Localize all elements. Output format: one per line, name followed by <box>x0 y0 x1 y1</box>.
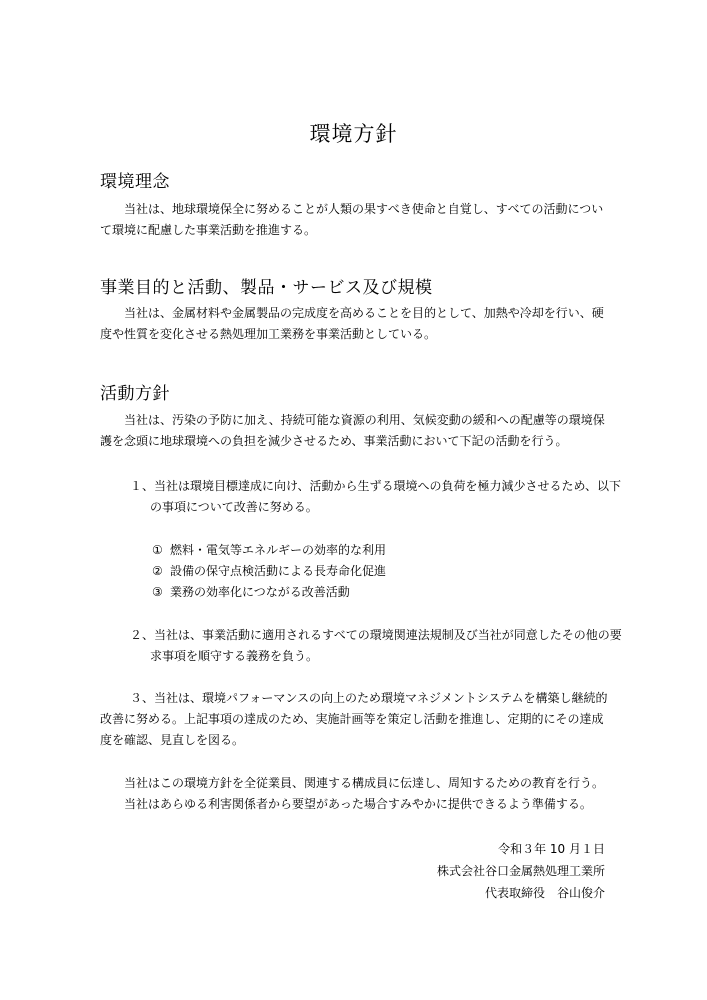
sub-item <box>152 582 386 603</box>
section-heading-philosophy: 環境理念 <box>100 172 170 192</box>
section-heading-business: 事業目的と活動、製品・サービス及び規模 <box>100 278 433 298</box>
document-title: 環境方針 <box>309 122 398 146</box>
section-heading-activity-policy: 活動方針 <box>100 384 170 404</box>
section-body-activity-policy: 当社は、汚染の予防に加え、持続可能な資源の利用、気候変動の緩和への配慮等の環境保護を念頭に地球環境への負担を減少させるため、事業活動において下記の活動を行う。 <box>100 413 605 448</box>
closing-statements <box>100 773 610 815</box>
policy-item-1 <box>130 476 630 518</box>
policy-item-number: ３、 <box>130 691 155 705</box>
policy-item-text: 当社は、環境パフォーマンスの向上のため環境マネジメントシステムを構築し継続的改善に努める。上記事項の達成のため、実施計画等を策定し活動を推進し、定期的にその達成度を確認、見直しを図る。 <box>100 691 608 747</box>
policy-item-number: ２、 <box>130 628 155 642</box>
sub-item-text: 設備の保守点検活動による長寿命化促進 <box>170 564 387 578</box>
sub-item-text: 業務の効率化につながる改善活動 <box>170 585 350 599</box>
policy-item-number: １、 <box>130 479 155 493</box>
section-body-business: 当社は、金属材料や金属製品の完成度を高めることを目的として、加熱や冷却を行い、硬度や性質を変化させる熱処理加工業務を事業活動としている。 <box>100 306 604 341</box>
sub-item <box>152 561 386 582</box>
section-body-philosophy: 当社は、地球環境保全に努めることが人類の果すべき使命と自覚し、すべての活動について環境に配慮した事業活動を推進する。 <box>100 202 604 237</box>
sub-item-number: ① <box>152 543 163 557</box>
closing-line: 当社はあらゆる利害関係者から要望があった場合すみやかに提供できるよう準備する。 <box>124 797 592 811</box>
policy-item-text: 当社は環境目標達成に向け、活動から生ずる環境への負荷を極力減少させるため、以下の事項について改善に努める。 <box>150 479 622 514</box>
sub-item <box>152 540 386 561</box>
policy-item-text: 当社は、事業活動に適用されるすべての環境関連法規制及び当社が同意したその他の要求事項を順守する義務を負う。 <box>150 628 622 663</box>
policy-item-3 <box>100 688 610 751</box>
signature-date: 令和３年 10 月１日 <box>498 842 605 856</box>
signature-representative: 代表取締役 谷山俊介 <box>484 886 605 900</box>
sub-item-text: 燃料・電気等エネルギーの効率的な利用 <box>170 543 387 557</box>
policy-item-2 <box>130 625 630 667</box>
closing-line: 当社はこの環境方針を全従業員、関連する構成員に伝達し、周知するための教育を行う。 <box>124 776 605 790</box>
signature-company: 株式会社谷口金属熱処理工業所 <box>436 864 605 878</box>
sub-item-number: ② <box>152 564 163 578</box>
signature-block <box>437 838 605 904</box>
sub-item-number: ③ <box>152 585 163 599</box>
sub-item-list <box>152 540 386 603</box>
